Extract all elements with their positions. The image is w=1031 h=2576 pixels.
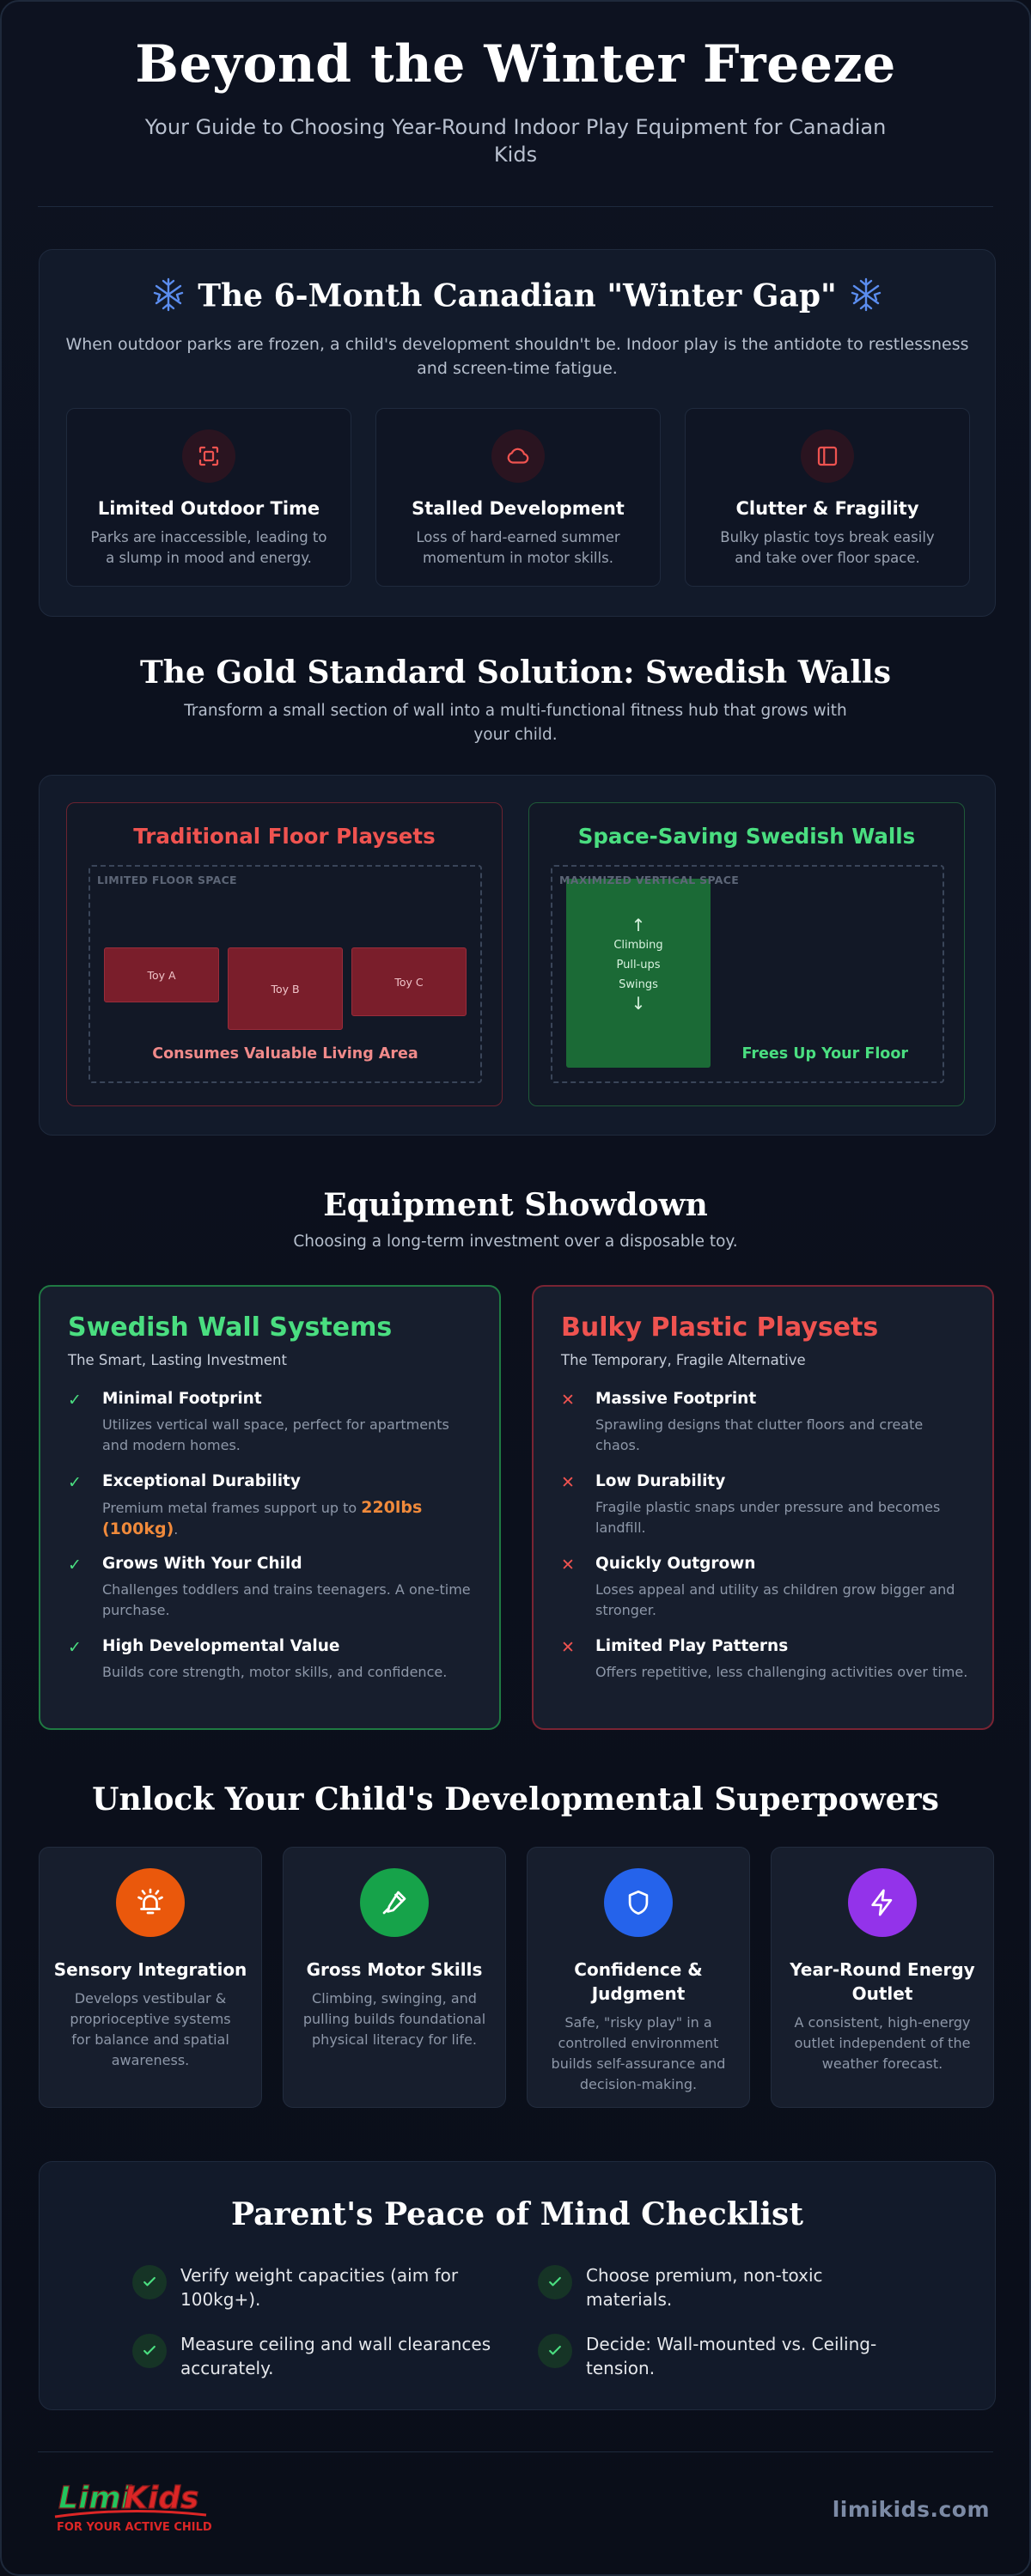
checklist-item (538, 2263, 899, 2311)
superpower-text: Develops vestibular & proprioceptive systems for balance and spatial awareness. (70, 1990, 231, 2068)
winter-gap-title: The 6-Month Canadian "Winter Gap" (198, 277, 837, 314)
floor-space-zone (88, 865, 482, 1083)
check-icon (132, 2334, 167, 2368)
pro-item-title: Exceptional Durability (102, 1472, 301, 1490)
panel-icon (801, 429, 854, 483)
checklist-text: Verify weight capacities (aim for 100kg+). (180, 2265, 459, 2310)
con-item (561, 1555, 968, 1621)
superpower-title: Sensory Integration (53, 1959, 247, 1980)
gap-card-title: Stalled Development (412, 498, 625, 519)
cloud-icon (491, 429, 545, 483)
swedish-title: Space-Saving Swedish Walls (577, 824, 916, 849)
con-item-text: Offers repetitive, less challenging activities over time. (595, 1664, 968, 1680)
wall-activity: Swings (619, 978, 658, 991)
snowflake-icon (849, 276, 883, 321)
check-icon: ✓ (68, 1638, 82, 1657)
zone-label: LIMITED FLOOR SPACE (97, 874, 237, 886)
svg-text:Kids: Kids (124, 2481, 199, 2516)
divider (38, 2451, 993, 2452)
arrow-up-icon: ↑ (631, 915, 646, 935)
toy-block: Toy A (104, 947, 219, 1002)
check-icon: ✓ (68, 1391, 82, 1410)
swedish-footer: Frees Up Your Floor (741, 1045, 908, 1063)
lightning-icon (848, 1868, 917, 1937)
con-item-text: Fragile plastic snaps under pressure and becomes landfill. (595, 1499, 941, 1536)
bell-alarm-icon (116, 1868, 185, 1937)
pro-item (68, 1390, 475, 1456)
pro-item-title: High Developmental Value (102, 1637, 340, 1655)
shield-icon (604, 1868, 673, 1937)
superpower-card-motor (283, 1847, 506, 2108)
con-item (561, 1390, 968, 1456)
superpower-text: A consistent, high-energy outlet independent of the weather forecast. (794, 2014, 971, 2072)
superpower-card-sensory (39, 1847, 262, 2108)
checklist-text: Measure ceiling and wall clearances accurately. (180, 2334, 491, 2378)
gap-card-outdoor (66, 408, 351, 587)
showdown-card-tagline: The Temporary, Fragile Alternative (561, 1352, 806, 1368)
con-item-title: Limited Play Patterns (595, 1637, 789, 1655)
superpower-card-confidence (527, 1847, 750, 2108)
con-item-title: Quickly Outgrown (595, 1555, 756, 1573)
checklist-item (132, 2332, 493, 2380)
pro-item-title: Minimal Footprint (102, 1390, 262, 1408)
showdown-card-title: Swedish Wall Systems (68, 1312, 393, 1343)
header (2, 34, 1029, 168)
page-title: Beyond the Winter Freeze (135, 34, 896, 94)
superpower-title: Confidence & Judgment (574, 1959, 703, 2004)
checklist-card (39, 2161, 996, 2410)
check-icon: ✓ (68, 1556, 82, 1574)
snowflake-icon (151, 276, 186, 321)
page-subtitle: Your Guide to Choosing Year-Round Indoor Play Equipment for Canadian Kids (144, 115, 887, 167)
plastic-playsets-card (532, 1285, 994, 1730)
x-icon: ✕ (561, 1391, 575, 1410)
check-icon (132, 2265, 167, 2299)
check-icon (538, 2265, 572, 2299)
checklist-text: Decide: Wall-mounted vs. Ceiling-tension. (586, 2334, 877, 2378)
wall-activity: Climbing (613, 939, 663, 952)
traditional-footer: Consumes Valuable Living Area (152, 1045, 418, 1063)
pro-item-title: Grows With Your Child (102, 1555, 302, 1573)
arrow-down-icon: ↓ (631, 993, 646, 1014)
zone-label: MAXIMIZED VERTICAL SPACE (559, 874, 740, 886)
svg-text:Limi: Limi (58, 2481, 132, 2516)
traditional-title: Traditional Floor Playsets (133, 824, 436, 849)
toy-block: Toy C (351, 947, 467, 1016)
con-item (561, 1637, 968, 1683)
pen-tool-icon (360, 1868, 429, 1937)
weight-capacity-highlight: 220lbs (100kg) (102, 1498, 423, 1538)
superpower-title: Gross Motor Skills (306, 1959, 483, 1980)
con-item-text: Loses appeal and utility as children grow bigger and stronger. (595, 1581, 955, 1618)
winter-gap-description: When outdoor parks are frozen, a child's development shouldn't be. Indoor play is the antidote to restlessness and screen-time fatigue. (65, 335, 969, 378)
swedish-wall-block (566, 879, 711, 1068)
checklist-title: Parent's Peace of Mind Checklist (231, 2196, 803, 2232)
pro-item-text-part: Premium metal frames support up to (102, 1500, 362, 1516)
swedish-wall-systems-card (39, 1285, 501, 1730)
swedish-panel (528, 802, 965, 1106)
superpower-text: Climbing, swinging, and pulling builds foundational physical literacy for life. (302, 1990, 486, 2048)
focus-frame-icon (182, 429, 235, 483)
svg-text:FOR YOUR ACTIVE CHILD: FOR YOUR ACTIVE CHILD (57, 2521, 211, 2534)
con-item (561, 1472, 968, 1538)
gap-card-clutter (685, 408, 970, 587)
con-item-title: Massive Footprint (595, 1390, 757, 1408)
showdown-card-title: Bulky Plastic Playsets (561, 1312, 879, 1343)
winter-gap-title-row (40, 276, 995, 321)
toy-block: Toy B (228, 947, 343, 1030)
showdown-card-tagline: The Smart, Lasting Investment (68, 1352, 287, 1368)
x-icon: ✕ (561, 1556, 575, 1574)
gap-card-text: Loss of hard-earned summer momentum in motor skills. (416, 529, 620, 566)
superpowers-title: Unlock Your Child's Developmental Superpowers (92, 1781, 939, 1818)
space-comparison-card (39, 775, 996, 1136)
check-icon (538, 2334, 572, 2368)
x-icon: ✕ (561, 1473, 575, 1492)
gold-standard-subtitle: Transform a small section of wall into a multi-functional fitness hub that grows with your child. (184, 702, 847, 744)
x-icon: ✕ (561, 1638, 575, 1657)
pro-item (68, 1472, 475, 1540)
gold-standard-title: The Gold Standard Solution: Swedish Walls (140, 655, 891, 691)
showdown-title: Equipment Showdown (323, 1187, 708, 1223)
pro-item (68, 1637, 475, 1683)
wall-activity: Pull-ups (616, 959, 661, 971)
website-url[interactable]: limikids.com (832, 2497, 990, 2522)
traditional-panel (66, 802, 503, 1106)
gap-card-text: Parks are inaccessible, leading to a slump in mood and energy. (90, 529, 327, 566)
gap-card-development (375, 408, 661, 587)
pro-item-text: Challenges toddlers and trains teenagers. A one-time purchase. (102, 1581, 471, 1618)
limikids-logo (48, 2472, 211, 2541)
gap-card-text: Bulky plastic toys break easily and take over floor space. (720, 529, 935, 566)
superpower-title: Year-Round Energy Outlet (790, 1959, 975, 2004)
superpower-card-energy (771, 1847, 994, 2108)
showdown-subtitle: Choosing a long-term investment over a disposable toy. (293, 1233, 738, 1251)
con-item-title: Low Durability (595, 1472, 726, 1490)
con-item-text: Sprawling designs that clutter floors and create chaos. (595, 1416, 924, 1453)
gap-card-title: Limited Outdoor Time (97, 498, 320, 519)
vertical-space-zone (551, 865, 944, 1083)
pro-item-text: Utilizes vertical wall space, perfect for apartments and modern homes. (102, 1416, 449, 1453)
gap-card-title: Clutter & Fragility (735, 498, 919, 519)
divider (38, 206, 993, 207)
superpower-text: Safe, "risky play" in a controlled environment builds self-assurance and decision-making. (551, 2014, 726, 2092)
pro-item-text: Builds core strength, motor skills, and confidence. (102, 1664, 448, 1680)
checklist-item (538, 2332, 899, 2380)
pro-item-text (102, 1497, 475, 1540)
check-icon: ✓ (68, 1473, 82, 1492)
pro-item (68, 1555, 475, 1621)
winter-gap-card (39, 249, 996, 617)
checklist-text: Choose premium, non-toxic materials. (586, 2265, 823, 2310)
checklist-item (132, 2263, 493, 2311)
pro-item-text-part: . (174, 1521, 179, 1538)
